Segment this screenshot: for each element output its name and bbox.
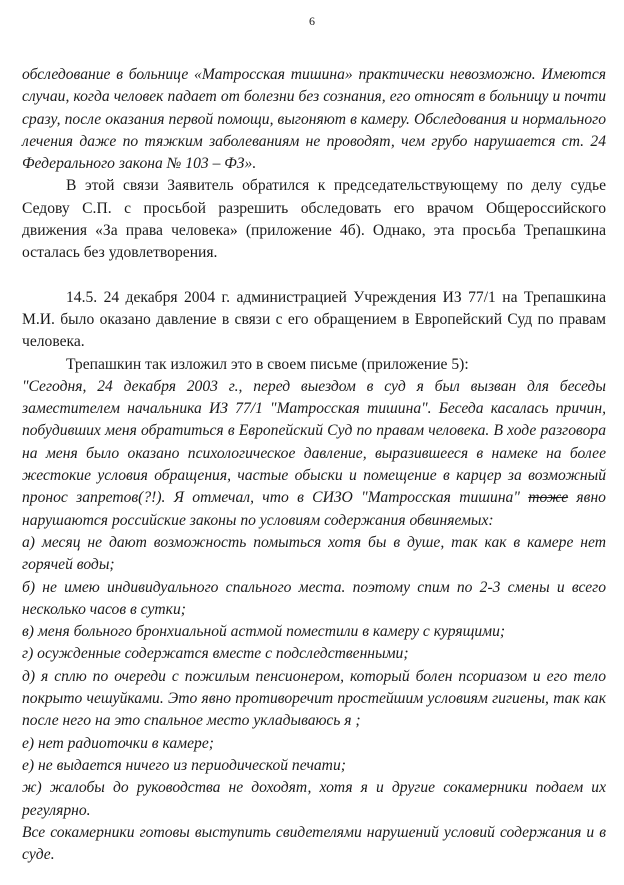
paragraph-3: 14.5. 24 декабря 2004 г. администрацией Учреждения ИЗ 77/1 на Трепашкина М.И. было оказано давление в связи с его обращением в Европейский Суд по правам человека. <box>22 288 606 351</box>
paragraph-gap <box>22 265 606 287</box>
list-item-b: б) не имею индивидуального спального места. поэтому спим по 2-3 смены и всего несколько часов в сутки; <box>22 578 606 618</box>
list-item-zh: ж) жалобы до руководства не доходят, хотя я и другие сокамерники подаем их регулярно. <box>22 779 606 819</box>
quote-end: явно нарушаются российские законы по условиям содержания обвиняемых: <box>22 489 606 529</box>
list-item-d: д) я сплю по очереди с пожилым пенсионером, который болен псориазом и его тело покрыто чешуйками. Это явно противоречит простейшим условиям гигиены, так как после него на это спальное место укладываюсь я ; <box>22 667 606 730</box>
list-item-v: в) меня больного бронхиальной астмой поместили в камеру с курящими; <box>22 623 506 641</box>
paragraph-4-intro: Трепашкин так изложил это в своем письме (приложение 5): <box>66 355 469 373</box>
closing-paragraph: Все сокамерники готовы выступить свидетелями нарушений условий содержания и в суде. <box>22 823 606 864</box>
document-body <box>22 64 606 866</box>
paragraph-2: В этой связи Заявитель обратился к председательствующему по делу судье Седову С.П. с просьбой разрешить обследовать его врачом Общероссийского движения «За права человека» (приложение 4б). Однако, эта просьба Трепашкина осталась без удовлетворения. <box>22 177 606 262</box>
list-item-g: г) осужденные содержатся вместе с подследственными; <box>22 645 409 663</box>
list-item-a: а) месяц не дают возможность помыться хотя бы в душе, так как в камере нет горячей воды; <box>22 533 606 574</box>
list-item-e2: е) не выдается ничего из периодической печати; <box>22 756 346 774</box>
letter-quote <box>22 376 606 532</box>
page-number: 6 <box>309 14 315 28</box>
quote-start: "Сегодня, 24 декабря 2003 г., перед выездом в суд я был вызван для беседы заместителем начальника ИЗ 77/1 "Матросская тишина". Беседа касалась причин, побудивших меня обратиться в Европейский Суд по правам человека. В ходе разговора на меня было оказано психологическое давление, выразившееся в намеке на более жестокие условия обращения, частые обыски и помещение в карцер за возможный пронос запретов(?!). Я отмечал, что в СИЗО "Матросская тишина" <box>22 377 606 507</box>
paragraph-1: обследование в больнице «Матросская тишина» практически невозможно. Имеются случаи, когда человек падает от болезни без сознания, его относят в больницу и почти сразу, после оказания первой помощи, выгоняют в камеру. Обследования и нормального лечения даже по тяжким заболеваниям не проводят, чем грубо нарушается ст. 24 Федерального закона № 103 – ФЗ». <box>22 66 606 173</box>
struck-word: тоже <box>528 489 569 507</box>
list-item-e1: е) нет радиоточки в камере; <box>22 734 214 752</box>
